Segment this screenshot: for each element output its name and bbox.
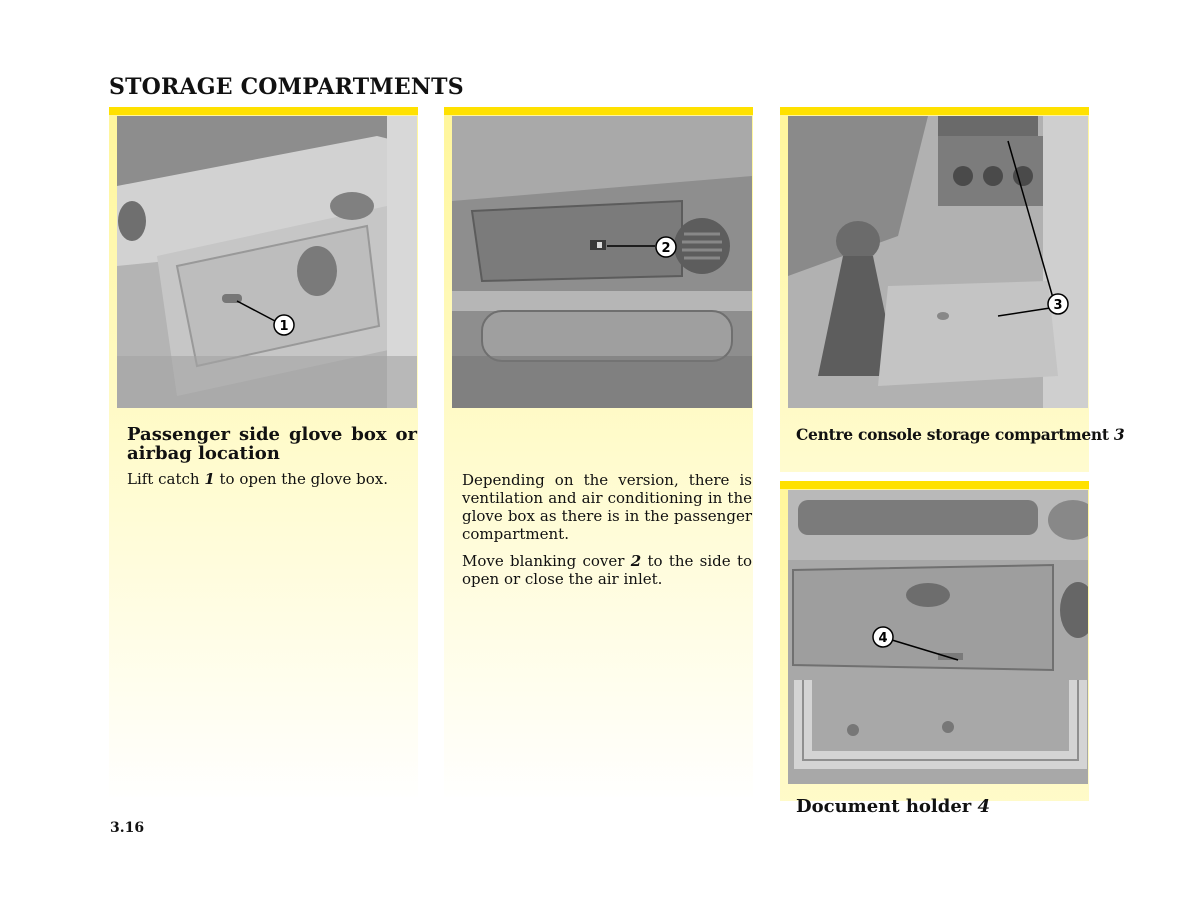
ventilation-text: Depending on the version, there is ventilation and air conditioning in the glove box as there is in the passenger compartment. bbox=[462, 471, 752, 543]
glove-box-heading: Passenger side glove box or airbag location bbox=[127, 424, 417, 464]
glove-box-section bbox=[109, 107, 418, 797]
page-title: STORAGE COMPARTMENTS bbox=[109, 74, 464, 100]
glove-box-text: Lift catch 1 to open the glove box. bbox=[127, 470, 389, 488]
ref-2: 2 bbox=[630, 552, 642, 570]
glove-box-ventilation-section bbox=[444, 107, 753, 797]
document-holder-section bbox=[780, 481, 1089, 817]
callout-3-label: 3 bbox=[1053, 298, 1063, 313]
glove-box-photo bbox=[117, 116, 417, 408]
callout-4-label: 4 bbox=[878, 631, 888, 646]
accent-bar bbox=[780, 107, 1089, 115]
blanking-cover-text: Move blanking cover 2 to the side to open or close the air inlet. bbox=[462, 552, 752, 588]
centre-console-photo bbox=[788, 116, 1088, 408]
callout-2-label: 2 bbox=[661, 241, 671, 256]
callout-1-label: 1 bbox=[279, 319, 289, 334]
centre-console-heading: Centre console storage compartment 3 bbox=[796, 425, 1125, 444]
accent-bar bbox=[780, 481, 1089, 489]
page-number: 3.16 bbox=[110, 820, 145, 836]
ref-3: 3 bbox=[1113, 425, 1125, 444]
glove-box-interior-photo bbox=[452, 116, 752, 408]
accent-bar bbox=[444, 107, 753, 115]
centre-console-section bbox=[780, 107, 1125, 472]
document-holder-photo bbox=[788, 490, 1088, 784]
accent-bar bbox=[109, 107, 418, 115]
ref-4: 4 bbox=[977, 796, 991, 817]
ref-1: 1 bbox=[204, 470, 215, 488]
document-holder-heading: Document holder 4 bbox=[796, 796, 991, 817]
